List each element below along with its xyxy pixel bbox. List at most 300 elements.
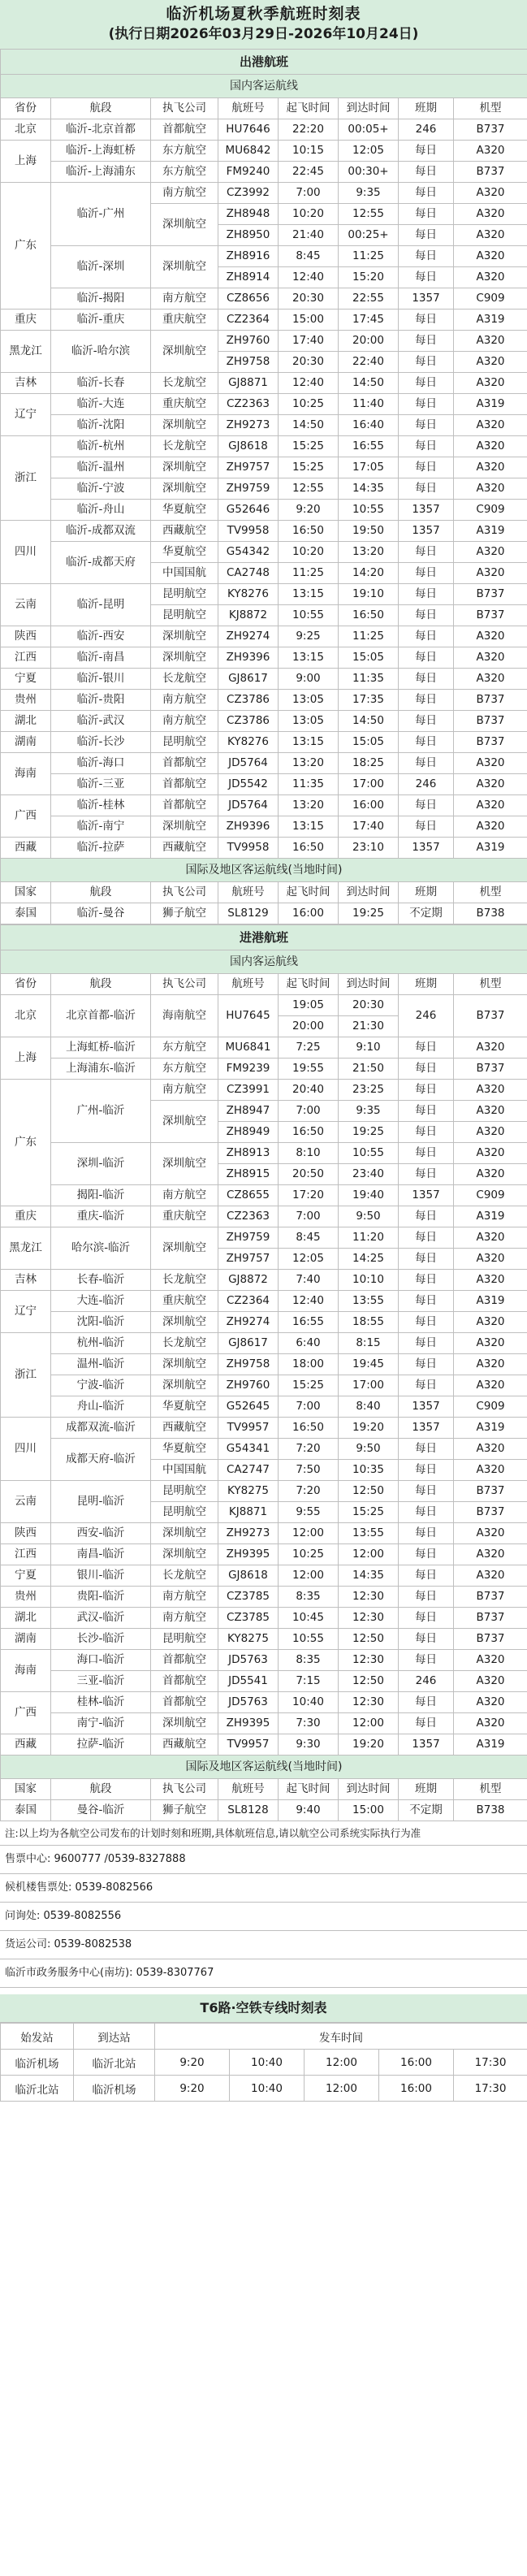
- arrival-time-cell: 17:05: [339, 457, 399, 478]
- flight-row: [1, 1143, 527, 1164]
- aircraft-cell: B737: [454, 1481, 527, 1502]
- flight-row: [1, 838, 527, 859]
- flight-number-cell: ZH9759: [218, 478, 279, 500]
- aircraft-cell: A320: [454, 246, 527, 267]
- arrival-time-cell: 10:55: [339, 500, 399, 521]
- flight-number-cell: ZH9395: [218, 1713, 279, 1734]
- column-header: 执飞公司: [151, 98, 218, 119]
- aircraft-cell: A320: [454, 1671, 527, 1692]
- flight-row: [1, 690, 527, 711]
- flight-number-cell: JD5541: [218, 1671, 279, 1692]
- departure-time-cell: 9:40: [279, 1800, 339, 1821]
- province-cell: 云南: [1, 1481, 51, 1523]
- airline-cell: 华夏航空: [151, 542, 218, 563]
- aircraft-cell: B737: [454, 584, 527, 605]
- flight-row: [1, 1544, 527, 1565]
- arrival-time-cell: 12:30: [339, 1692, 399, 1713]
- arrival-time-cell: 15:05: [339, 732, 399, 753]
- column-header: 省份: [1, 974, 51, 995]
- airline-cell: 南方航空: [151, 711, 218, 732]
- route-cell: 临沂-贵阳: [51, 690, 151, 711]
- flight-number-cell: ZH9273: [218, 1523, 279, 1544]
- departures-domestic-label: 国内客运航线: [1, 75, 527, 98]
- contact-line: [0, 1959, 527, 1988]
- flight-row: [1, 500, 527, 521]
- aircraft-cell: A320: [454, 1439, 527, 1460]
- departure-time-cell: 16:00: [279, 903, 339, 924]
- flight-row: [1, 1671, 527, 1692]
- departure-time-cell: 20:00: [279, 1016, 339, 1037]
- arrivals-domestic-label: 国内客运航线: [1, 950, 527, 974]
- schedule-cell: 每日: [399, 1270, 454, 1291]
- province-cell: 泰国: [1, 903, 51, 924]
- bus-row: [1, 2076, 527, 2102]
- schedule-cell: 每日: [399, 1460, 454, 1481]
- airline-cell: 海南航空: [151, 995, 218, 1037]
- route-cell: 临沂-哈尔滨: [51, 331, 151, 373]
- flight-row: [1, 626, 527, 647]
- departure-time-cell: 16:50: [279, 838, 339, 859]
- route-cell: 临沂-银川: [51, 669, 151, 690]
- schedule-cell: 每日: [399, 1629, 454, 1650]
- arrival-time-cell: 18:25: [339, 753, 399, 774]
- arrival-time-cell: 17:45: [339, 310, 399, 331]
- arrival-time-cell: 19:25: [339, 903, 399, 924]
- page-title: 临沂机场夏秋季航班时刻表: [166, 5, 361, 23]
- schedule-cell: 每日: [399, 1164, 454, 1185]
- flight-number-cell: CZ3785: [218, 1587, 279, 1608]
- schedule-cell: 每日: [399, 690, 454, 711]
- aircraft-cell: A320: [454, 795, 527, 816]
- flight-number-cell: CZ3992: [218, 183, 279, 204]
- route-cell: 临沂-南宁: [51, 816, 151, 838]
- flight-number-cell: KY8275: [218, 1629, 279, 1650]
- flight-number-cell: ZH9760: [218, 1375, 279, 1396]
- bus-column-header: 到达站: [74, 2024, 155, 2050]
- flight-number-cell: CZ3785: [218, 1608, 279, 1629]
- schedule-cell: 246: [399, 774, 454, 795]
- departure-time-cell: 7:00: [279, 183, 339, 204]
- flight-row: [1, 394, 527, 415]
- departure-time-cell: 7:00: [279, 1206, 339, 1227]
- departure-time-cell: 16:50: [279, 1122, 339, 1143]
- province-cell: 湖南: [1, 732, 51, 753]
- arrival-time-cell: 19:40: [339, 1185, 399, 1206]
- departure-time-cell: 10:55: [279, 605, 339, 626]
- departure-time-cell: 7:40: [279, 1270, 339, 1291]
- departure-time-cell: 10:40: [279, 1692, 339, 1713]
- column-header: 航班号: [218, 1779, 279, 1800]
- arrival-time-cell: 20:30: [339, 995, 399, 1016]
- airline-cell: 深圳航空: [151, 457, 218, 478]
- departure-time-cell: 8:45: [279, 1227, 339, 1249]
- route-cell: 临沂-长春: [51, 373, 151, 394]
- aircraft-cell: A320: [454, 267, 527, 288]
- arrival-time-cell: 17:35: [339, 690, 399, 711]
- arrival-time-cell: 12:55: [339, 204, 399, 225]
- airline-cell: 昆明航空: [151, 732, 218, 753]
- arrivals-intl-label: 国际及地区客运航线(当地时间): [1, 1756, 527, 1779]
- airline-cell: 南方航空: [151, 1185, 218, 1206]
- bus-header-row: [1, 2024, 527, 2050]
- departure-time-cell: 17:20: [279, 1185, 339, 1206]
- departure-time-cell: 10:25: [279, 394, 339, 415]
- schedule-cell: 每日: [399, 1439, 454, 1460]
- aircraft-cell: A320: [454, 1460, 527, 1481]
- schedule-cell: 每日: [399, 711, 454, 732]
- aircraft-cell: A320: [454, 141, 527, 162]
- flight-number-cell: CZ2364: [218, 1291, 279, 1312]
- aircraft-cell: A320: [454, 542, 527, 563]
- departure-time-cell: 20:30: [279, 352, 339, 373]
- flight-row: [1, 183, 527, 204]
- departure-time-cell: 12:00: [279, 1565, 339, 1587]
- route-cell: 临沂-大连: [51, 394, 151, 415]
- arrival-time-cell: 13:55: [339, 1291, 399, 1312]
- aircraft-cell: B737: [454, 690, 527, 711]
- airline-cell: 华夏航空: [151, 1396, 218, 1418]
- schedule-cell: 每日: [399, 816, 454, 838]
- aircraft-cell: A320: [454, 1249, 527, 1270]
- schedule-cell: 1357: [399, 521, 454, 542]
- departure-time-cell: 20:40: [279, 1080, 339, 1101]
- aircraft-cell: A320: [454, 373, 527, 394]
- arrival-time-cell: 17:40: [339, 816, 399, 838]
- aircraft-cell: B737: [454, 1059, 527, 1080]
- flight-row: [1, 1713, 527, 1734]
- route-cell: 临沂-宁波: [51, 478, 151, 500]
- route-cell: 拉萨-临沂: [51, 1734, 151, 1756]
- schedule-cell: 246: [399, 995, 454, 1037]
- aircraft-cell: A320: [454, 1692, 527, 1713]
- schedule-cell: 每日: [399, 352, 454, 373]
- arrival-time-cell: 15:05: [339, 647, 399, 669]
- aircraft-cell: A320: [454, 1037, 527, 1059]
- arrival-time-cell: 16:00: [339, 795, 399, 816]
- route-cell: 杭州-临沂: [51, 1333, 151, 1354]
- bus-timetable: [0, 2023, 527, 2102]
- departure-time-cell: 19:05: [279, 995, 339, 1016]
- schedule-cell: 每日: [399, 246, 454, 267]
- schedule-cell: 1357: [399, 288, 454, 310]
- departure-time-cell: 21:40: [279, 225, 339, 246]
- contact-phone: 9600777 /0539-8327888: [50, 1853, 186, 1865]
- aircraft-cell: C909: [454, 288, 527, 310]
- contact-line: [0, 1903, 527, 1931]
- flight-row: [1, 1185, 527, 1206]
- bus-column-header: 始发站: [1, 2024, 74, 2050]
- aircraft-cell: B737: [454, 1587, 527, 1608]
- arrival-time-cell: 12:05: [339, 141, 399, 162]
- departure-time-cell: 7:20: [279, 1439, 339, 1460]
- route-cell: 上海虹桥-临沂: [51, 1037, 151, 1059]
- schedule-cell: 每日: [399, 1650, 454, 1671]
- route-cell: 贵阳-临沂: [51, 1587, 151, 1608]
- bus-station-cell: 临沂机场: [1, 2050, 74, 2076]
- column-header: 班期: [399, 974, 454, 995]
- contact-phone: 0539-8082566: [71, 1881, 153, 1894]
- departure-time-cell: 7:20: [279, 1481, 339, 1502]
- aircraft-cell: B738: [454, 1800, 527, 1821]
- column-header: 起飞时间: [279, 882, 339, 903]
- flight-number-cell: G52646: [218, 500, 279, 521]
- column-header: 到达时间: [339, 98, 399, 119]
- aircraft-cell: A320: [454, 1143, 527, 1164]
- province-cell: 北京: [1, 119, 51, 141]
- schedule-cell: 每日: [399, 584, 454, 605]
- aircraft-cell: B737: [454, 119, 527, 141]
- column-header: 机型: [454, 974, 527, 995]
- arrival-time-cell: 00:05+: [339, 119, 399, 141]
- province-cell: 贵州: [1, 690, 51, 711]
- schedule-cell: 每日: [399, 1713, 454, 1734]
- departures-intl-label-row: [1, 859, 527, 882]
- departure-time-cell: 19:55: [279, 1059, 339, 1080]
- airline-cell: 深圳航空: [151, 1713, 218, 1734]
- province-cell: 辽宁: [1, 394, 51, 436]
- arrival-time-cell: 11:35: [339, 669, 399, 690]
- schedule-cell: 每日: [399, 1481, 454, 1502]
- flight-number-cell: CZ2363: [218, 394, 279, 415]
- arrival-time-cell: 9:10: [339, 1037, 399, 1059]
- airline-cell: 深圳航空: [151, 415, 218, 436]
- airline-cell: 昆明航空: [151, 1629, 218, 1650]
- airline-cell: 长龙航空: [151, 436, 218, 457]
- airline-cell: 重庆航空: [151, 310, 218, 331]
- arrival-time-cell: 22:40: [339, 352, 399, 373]
- route-cell: 三亚-临沂: [51, 1671, 151, 1692]
- route-cell: 临沂-曼谷: [51, 903, 151, 924]
- aircraft-cell: B737: [454, 995, 527, 1037]
- flight-row: [1, 436, 527, 457]
- flight-row: [1, 1312, 527, 1333]
- schedule-cell: 每日: [399, 1227, 454, 1249]
- flight-number-cell: JD5542: [218, 774, 279, 795]
- flight-number-cell: KJ8872: [218, 605, 279, 626]
- aircraft-cell: A320: [454, 1333, 527, 1354]
- aircraft-cell: A320: [454, 1227, 527, 1249]
- header: [0, 0, 527, 49]
- aircraft-cell: A320: [454, 1122, 527, 1143]
- airline-cell: 长龙航空: [151, 1270, 218, 1291]
- province-cell: 西藏: [1, 838, 51, 859]
- schedule-cell: 每日: [399, 1692, 454, 1713]
- route-cell: 桂林-临沂: [51, 1692, 151, 1713]
- schedule-cell: 每日: [399, 1565, 454, 1587]
- departure-time-cell: 13:15: [279, 647, 339, 669]
- departure-time-cell: 15:25: [279, 436, 339, 457]
- schedule-cell: 每日: [399, 1122, 454, 1143]
- airline-cell: 首都航空: [151, 753, 218, 774]
- province-cell: 西藏: [1, 1734, 51, 1756]
- arrival-time-cell: 9:50: [339, 1206, 399, 1227]
- flight-row: [1, 246, 527, 267]
- route-cell: 临沂-南昌: [51, 647, 151, 669]
- route-cell: 长沙-临沂: [51, 1629, 151, 1650]
- airline-cell: 南方航空: [151, 183, 218, 204]
- bus-station-cell: 临沂北站: [1, 2076, 74, 2102]
- flight-number-cell: ZH9758: [218, 352, 279, 373]
- flight-number-cell: ZH8914: [218, 267, 279, 288]
- flight-number-cell: SL8128: [218, 1800, 279, 1821]
- route-cell: 舟山-临沂: [51, 1396, 151, 1418]
- province-cell: 江西: [1, 647, 51, 669]
- flight-row: [1, 331, 527, 352]
- schedule-cell: 每日: [399, 1354, 454, 1375]
- airline-cell: 南方航空: [151, 1587, 218, 1608]
- route-cell: 北京首都-临沂: [51, 995, 151, 1037]
- contact-label: 候机楼售票处:: [5, 1881, 72, 1894]
- arrival-time-cell: 16:50: [339, 605, 399, 626]
- province-cell: 泰国: [1, 1800, 51, 1821]
- aircraft-cell: B737: [454, 711, 527, 732]
- departure-time-cell: 12:40: [279, 267, 339, 288]
- aircraft-cell: A319: [454, 394, 527, 415]
- airline-cell: 中国国航: [151, 1460, 218, 1481]
- column-header: 到达时间: [339, 882, 399, 903]
- arrival-time-cell: 10:35: [339, 1460, 399, 1481]
- aircraft-cell: A320: [454, 331, 527, 352]
- aircraft-cell: A320: [454, 1354, 527, 1375]
- province-cell: 北京: [1, 995, 51, 1037]
- bus-time-cell: 12:00: [305, 2076, 379, 2102]
- departure-time-cell: 16:50: [279, 1418, 339, 1439]
- departures-band-row: [1, 50, 527, 75]
- arrivals-intl-label-row: [1, 1756, 527, 1779]
- airline-cell: 重庆航空: [151, 394, 218, 415]
- province-cell: 湖北: [1, 711, 51, 732]
- schedule-cell: 每日: [399, 1587, 454, 1608]
- route-cell: 上海浦东-临沂: [51, 1059, 151, 1080]
- arrival-time-cell: 11:25: [339, 246, 399, 267]
- province-cell: 广西: [1, 1692, 51, 1734]
- route-cell: 昆明-临沂: [51, 1481, 151, 1523]
- flight-number-cell: CZ3786: [218, 690, 279, 711]
- airline-cell: 深圳航空: [151, 1523, 218, 1544]
- aircraft-cell: A320: [454, 626, 527, 647]
- province-cell: 黑龙江: [1, 331, 51, 373]
- flight-number-cell: TV9957: [218, 1734, 279, 1756]
- bus-station-cell: 临沂北站: [74, 2050, 155, 2076]
- flight-number-cell: CZ3991: [218, 1080, 279, 1101]
- flight-row: [1, 1650, 527, 1671]
- airline-cell: 西藏航空: [151, 521, 218, 542]
- arrival-time-cell: 12:00: [339, 1713, 399, 1734]
- schedule-cell: 1357: [399, 1418, 454, 1439]
- departure-time-cell: 13:05: [279, 711, 339, 732]
- province-cell: 辽宁: [1, 1291, 51, 1333]
- airline-cell: 深圳航空: [151, 816, 218, 838]
- airline-cell: 南方航空: [151, 690, 218, 711]
- airline-cell: 昆明航空: [151, 1502, 218, 1523]
- airline-cell: 昆明航空: [151, 584, 218, 605]
- province-cell: 宁夏: [1, 1565, 51, 1587]
- departure-time-cell: 10:15: [279, 141, 339, 162]
- airline-cell: 东方航空: [151, 141, 218, 162]
- route-cell: 南昌-临沂: [51, 1544, 151, 1565]
- flight-number-cell: ZH9395: [218, 1544, 279, 1565]
- airline-cell: 深圳航空: [151, 1375, 218, 1396]
- departures-band: 出港航班: [1, 50, 527, 75]
- column-header: 起飞时间: [279, 1779, 339, 1800]
- route-cell: 曼谷-临沂: [51, 1800, 151, 1821]
- schedule-cell: 每日: [399, 647, 454, 669]
- flight-row: [1, 141, 527, 162]
- airline-cell: 深圳航空: [151, 1354, 218, 1375]
- contact-label: 问询处:: [5, 1910, 41, 1922]
- column-header: 执飞公司: [151, 1779, 218, 1800]
- departure-time-cell: 10:55: [279, 1629, 339, 1650]
- departure-time-cell: 9:00: [279, 669, 339, 690]
- airline-cell: 深圳航空: [151, 331, 218, 373]
- aircraft-cell: B737: [454, 732, 527, 753]
- arrival-time-cell: 11:25: [339, 626, 399, 647]
- flight-row: [1, 1206, 527, 1227]
- flight-number-cell: GJ8871: [218, 373, 279, 394]
- airline-cell: 昆明航空: [151, 605, 218, 626]
- route-cell: 海口-临沂: [51, 1650, 151, 1671]
- arrival-time-cell: 19:20: [339, 1418, 399, 1439]
- bus-time-cell: 16:00: [379, 2076, 454, 2102]
- flight-row: [1, 1418, 527, 1439]
- departure-time-cell: 15:25: [279, 457, 339, 478]
- flight-number-cell: JD5764: [218, 795, 279, 816]
- aircraft-cell: A319: [454, 1418, 527, 1439]
- flight-row: [1, 1608, 527, 1629]
- arrival-time-cell: 12:30: [339, 1650, 399, 1671]
- arrival-time-cell: 22:55: [339, 288, 399, 310]
- aircraft-cell: A320: [454, 183, 527, 204]
- flight-number-cell: TV9958: [218, 521, 279, 542]
- departure-time-cell: 9:30: [279, 1734, 339, 1756]
- aircraft-cell: A320: [454, 1080, 527, 1101]
- province-cell: 黑龙江: [1, 1227, 51, 1270]
- flight-number-cell: JD5764: [218, 753, 279, 774]
- aircraft-cell: A319: [454, 521, 527, 542]
- airline-cell: 首都航空: [151, 1671, 218, 1692]
- arrival-time-cell: 00:25+: [339, 225, 399, 246]
- departure-time-cell: 9:20: [279, 500, 339, 521]
- bus-time-cell: 9:20: [155, 2050, 230, 2076]
- aircraft-cell: A320: [454, 563, 527, 584]
- aircraft-cell: A320: [454, 478, 527, 500]
- arrival-time-cell: 14:50: [339, 373, 399, 394]
- flight-number-cell: MU6842: [218, 141, 279, 162]
- flight-number-cell: ZH8949: [218, 1122, 279, 1143]
- column-header: 国家: [1, 882, 51, 903]
- schedule-cell: 每日: [399, 415, 454, 436]
- arrival-time-cell: 9:35: [339, 1101, 399, 1122]
- departure-time-cell: 14:50: [279, 415, 339, 436]
- flight-row: [1, 1333, 527, 1354]
- schedule-cell: 每日: [399, 310, 454, 331]
- aircraft-cell: A320: [454, 457, 527, 478]
- schedule-cell: 每日: [399, 183, 454, 204]
- schedule-cell: 246: [399, 119, 454, 141]
- aircraft-cell: A320: [454, 436, 527, 457]
- arrival-time-cell: 12:50: [339, 1481, 399, 1502]
- departures-table: [0, 49, 527, 924]
- airline-cell: 西藏航空: [151, 1734, 218, 1756]
- province-cell: 广西: [1, 795, 51, 838]
- aircraft-cell: A319: [454, 1291, 527, 1312]
- departure-time-cell: 8:10: [279, 1143, 339, 1164]
- arrival-time-cell: 00:30+: [339, 162, 399, 183]
- arrival-time-cell: 8:15: [339, 1333, 399, 1354]
- arrival-time-cell: 23:25: [339, 1080, 399, 1101]
- flight-number-cell: KY8276: [218, 584, 279, 605]
- departure-time-cell: 13:15: [279, 584, 339, 605]
